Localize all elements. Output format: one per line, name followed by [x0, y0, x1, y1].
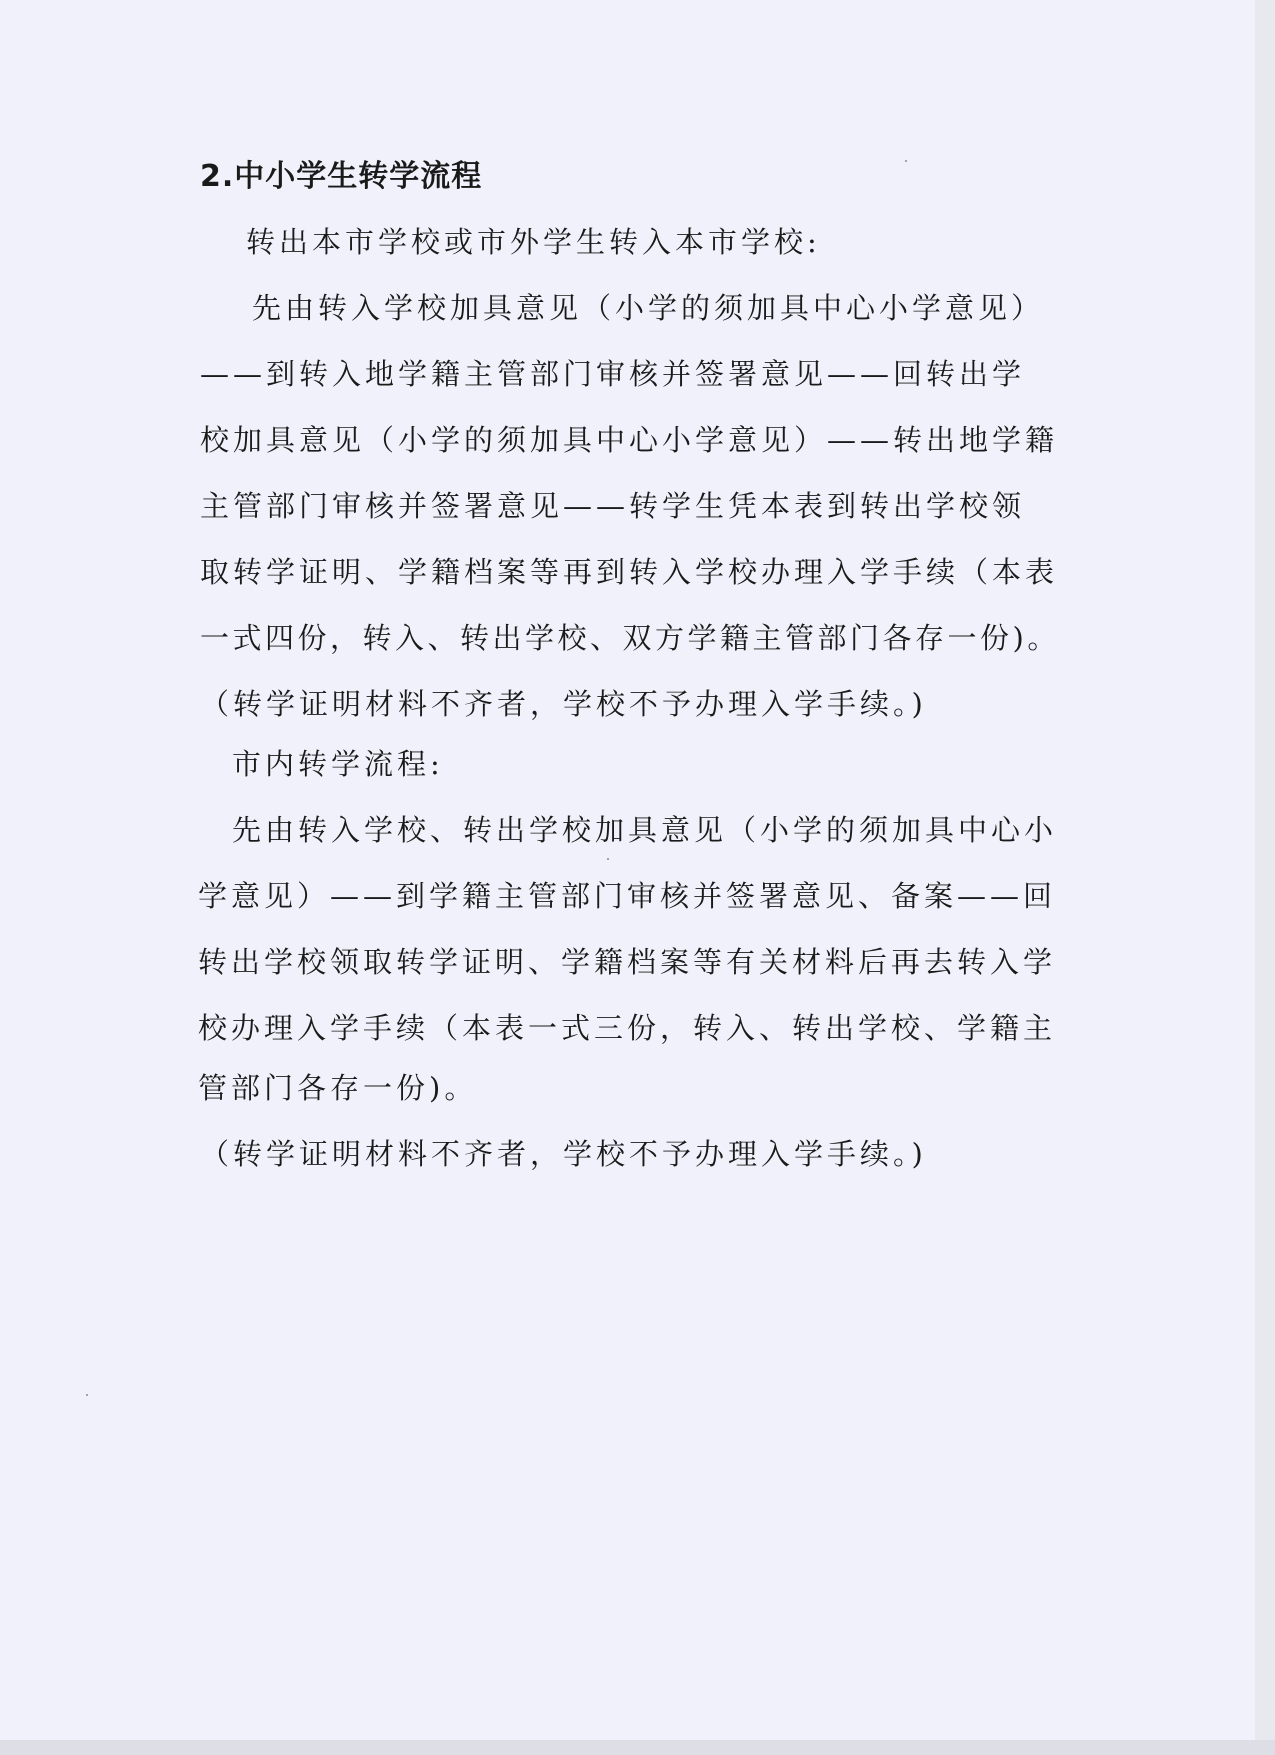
section2-note: （转学证明材料不齐者，学校不予办理入学手续。) — [200, 1137, 927, 1171]
section2-line-1: 先由转入学校、转出学校加具意见（小学的须加具中心小 — [232, 813, 1058, 847]
section1-title: 转出本市学校或市外学生转入本市学校: — [246, 225, 821, 259]
section2-line-2: 学意见）——到学籍主管部门审核并签署意见、备案——回 — [198, 879, 1057, 913]
section1-line-1: 先由转入学校加具意见（小学的须加具中心小学意见） — [252, 291, 1045, 325]
scan-speck — [905, 160, 907, 162]
section1-line-2: ——到转入地学籍主管部门审核并签署意见——回转出学 — [200, 357, 1026, 391]
section2-line-3: 转出学校领取转学证明、学籍档案等有关材料后再去转入学 — [198, 945, 1057, 979]
section1-line-4: 主管部门审核并签署意见——转学生凭本表到转出学校领 — [200, 489, 1026, 523]
section2-line-5: 管部门各存一份)。 — [198, 1071, 478, 1105]
section1-note: （转学证明材料不齐者，学校不予办理入学手续。) — [200, 687, 927, 721]
scan-margin-right — [1255, 0, 1275, 1755]
section1-line-6: 一式四份，转入、转出学校、双方学籍主管部门各存一份)。 — [200, 621, 1060, 655]
section1-line-5: 取转学证明、学籍档案等再到转入学校办理入学手续（本表 — [200, 555, 1059, 589]
section2-line-4: 校办理入学手续（本表一式三份，转入、转出学校、学籍主 — [198, 1011, 1057, 1045]
scan-speck — [86, 1394, 88, 1396]
section1-line-3: 校加具意见（小学的须加具中心小学意见）——转出地学籍 — [200, 423, 1059, 457]
scan-speck — [607, 858, 609, 860]
scan-margin-bottom — [0, 1740, 1275, 1755]
section2-title: 市内转学流程: — [232, 747, 444, 781]
page-heading: 2.中小学生转学流程 — [200, 159, 483, 194]
